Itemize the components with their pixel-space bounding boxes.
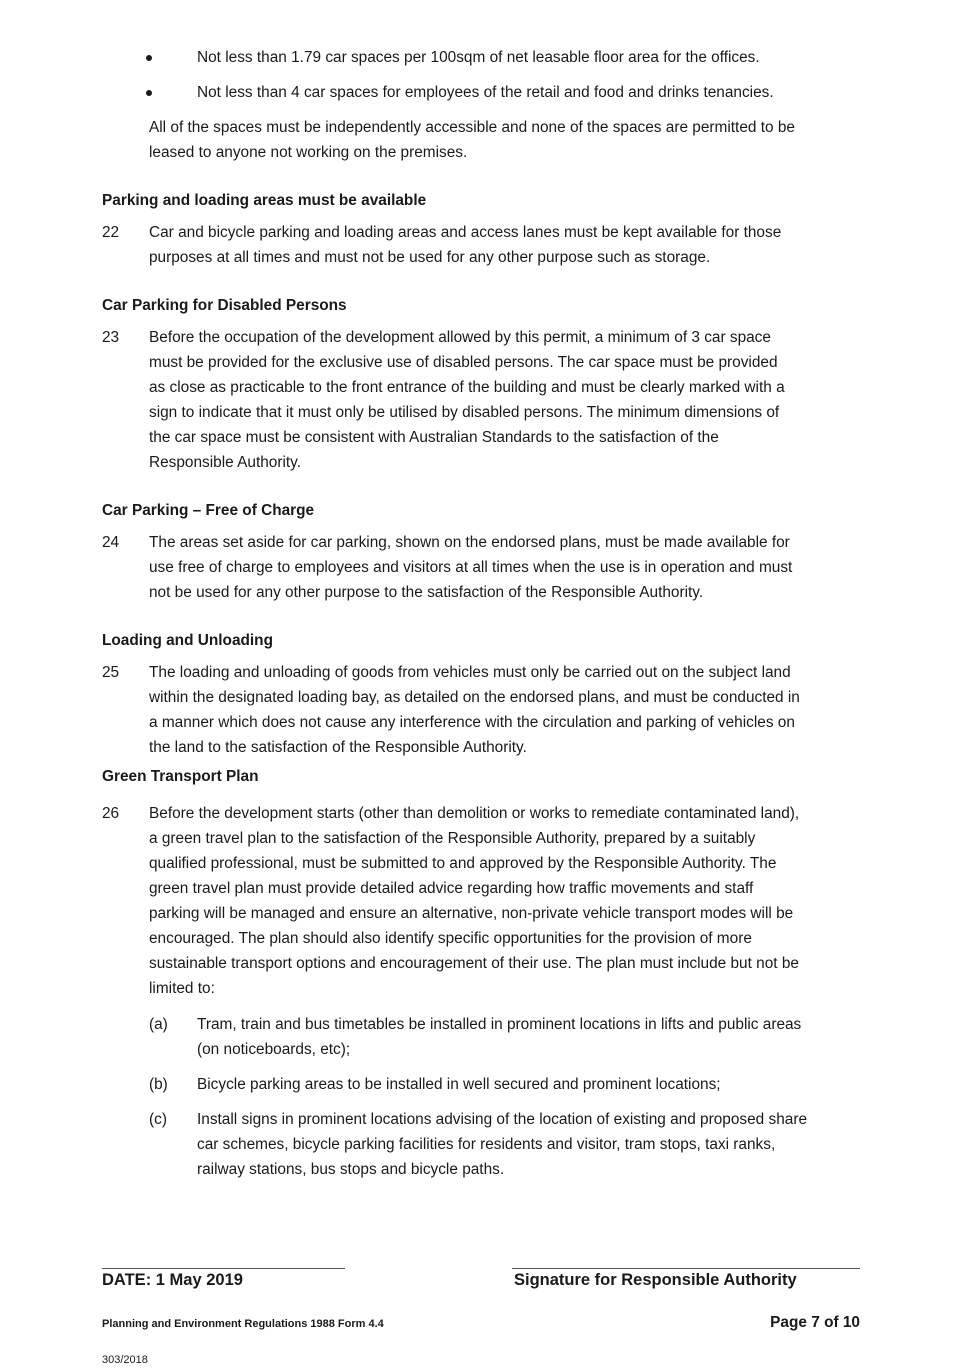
paragraph-line: leased to anyone not working on the premises. — [149, 144, 468, 161]
condition-number: 23 — [102, 329, 120, 346]
condition-text — [149, 325, 869, 475]
paragraph-line: qualified professional, must be submitted to and approved by the Responsible Authority. The — [149, 855, 777, 872]
paragraph-line: the land to the satisfaction of the Responsible Authority. — [149, 739, 527, 756]
paragraph-line: a green travel plan to the satisfaction of the Responsible Authority, prepared by a suitably — [149, 830, 756, 847]
sub-item-text — [197, 1072, 877, 1097]
condition-number: 26 — [102, 805, 120, 822]
intro-paragraph — [149, 115, 869, 165]
sub-item-label: (a) — [149, 1016, 168, 1033]
condition-text — [149, 530, 869, 605]
paragraph-line: (on noticeboards, etc); — [197, 1041, 351, 1058]
paragraph-line: as close as practicable to the front entrance of the building and must be clearly marked with a — [149, 379, 785, 396]
paragraph-line: not be used for any other purpose to the satisfaction of the Responsible Authority. — [149, 584, 704, 601]
footer-regulation: Planning and Environment Regulations 1988 Form 4.4 — [102, 1318, 384, 1330]
paragraph-line: Install signs in prominent locations advising of the location of existing and proposed share — [197, 1111, 808, 1128]
paragraph-line: green travel plan must provide detailed advice regarding how traffic movements and staff — [149, 880, 754, 897]
sub-item-label: (b) — [149, 1076, 168, 1093]
paragraph-line: parking will be managed and ensure an alternative, non-private vehicle transport modes will be — [149, 905, 794, 922]
paragraph-line: purposes at all times and must not be used for any other purpose such as storage. — [149, 249, 711, 266]
paragraph-line: Bicycle parking areas to be installed in well secured and prominent locations; — [197, 1076, 721, 1093]
footer-signature-label: Signature for Responsible Authority — [514, 1271, 797, 1289]
condition-number: 24 — [102, 534, 120, 551]
section-heading: Parking and loading areas must be available — [102, 192, 427, 209]
footer-reference: 303/2018 — [102, 1354, 148, 1366]
paragraph-line: Tram, train and bus timetables be installed in prominent locations in lifts and public areas — [197, 1016, 802, 1033]
condition-text — [149, 220, 869, 270]
paragraph-line: must be provided for the exclusive use of disabled persons. The car space must be provided — [149, 354, 778, 371]
bullet-text: Not less than 4 car spaces for employees of the retail and food and drinks tenancies. — [197, 84, 774, 101]
condition-text — [149, 801, 869, 1001]
bullet-text: Not less than 1.79 car spaces per 100sqm of net leasable floor area for the offices. — [197, 49, 760, 66]
page-number: Page 7 of 10 — [770, 1314, 860, 1331]
paragraph-line: car schemes, bicycle parking facilities for residents and visitor, tram stops, taxi ranks, — [197, 1136, 776, 1153]
paragraph-line: Before the development starts (other than demolition or works to remediate contaminated land), — [149, 805, 800, 822]
date-signature-line — [102, 1268, 345, 1269]
section-heading: Car Parking for Disabled Persons — [102, 297, 347, 314]
paragraph-line: within the designated loading bay, as detailed on the endorsed plans, and must be conducted in — [149, 689, 800, 706]
paragraph-line: Responsible Authority. — [149, 454, 301, 471]
condition-number: 22 — [102, 224, 120, 241]
footer-date: DATE: 1 May 2019 — [102, 1271, 243, 1289]
authority-signature-line — [512, 1268, 860, 1269]
paragraph-line: encouraged. The plan should also identify specific opportunities for the provision of more — [149, 930, 752, 947]
paragraph-line: a manner which does not cause any interference with the circulation and parking of vehicles on — [149, 714, 795, 731]
section-heading: Car Parking – Free of Charge — [102, 502, 315, 519]
paragraph-line: the car space must be consistent with Australian Standards to the satisfaction of the — [149, 429, 719, 446]
paragraph-line: Before the occupation of the development allowed by this permit, a minimum of 3 car space — [149, 329, 771, 346]
paragraph-line: limited to: — [149, 980, 215, 997]
condition-number: 25 — [102, 664, 120, 681]
section-heading: Green Transport Plan — [102, 768, 259, 785]
paragraph-line: use free of charge to employees and visitors at all times when the use is in operation and must — [149, 559, 793, 576]
sub-item-text — [197, 1012, 877, 1062]
paragraph-line: sign to indicate that it must only be utilised by disabled persons. The minimum dimensions of — [149, 404, 780, 421]
section-heading: Loading and Unloading — [102, 632, 273, 649]
bullet-dot-icon — [146, 90, 152, 96]
sub-item-text — [197, 1107, 877, 1182]
paragraph-line: The loading and unloading of goods from vehicles must only be carried out on the subject land — [149, 664, 791, 681]
paragraph-line: Car and bicycle parking and loading areas and access lanes must be kept available for those — [149, 224, 782, 241]
paragraph-line: The areas set aside for car parking, shown on the endorsed plans, must be made available for — [149, 534, 790, 551]
paragraph-line: railway stations, bus stops and bicycle paths. — [197, 1161, 505, 1178]
sub-item-label: (c) — [149, 1111, 167, 1128]
paragraph-line: sustainable transport options and encouragement of their use. The plan must include but not be — [149, 955, 799, 972]
condition-text — [149, 660, 869, 760]
bullet-dot-icon — [146, 55, 152, 61]
paragraph-line: All of the spaces must be independently accessible and none of the spaces are permitted to be — [149, 119, 795, 136]
